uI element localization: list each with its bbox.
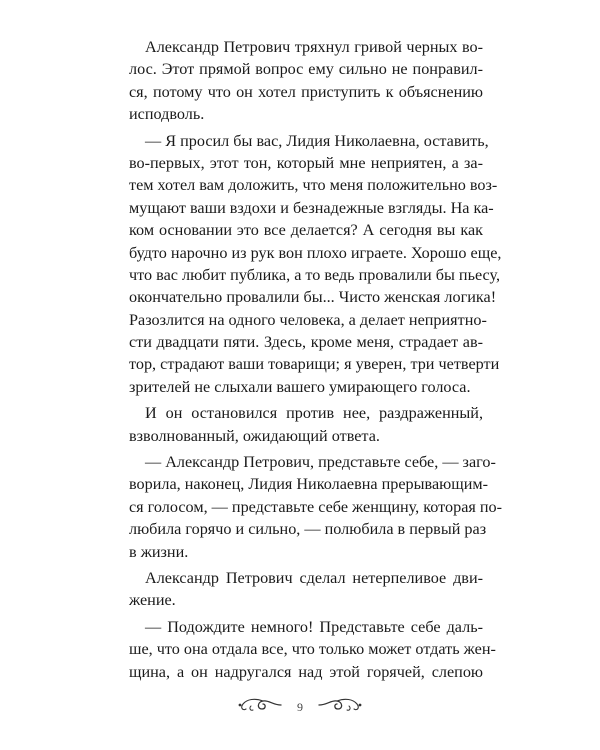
text-line: во-первых, этот тон, который мне неприятен, а за- xyxy=(129,153,483,172)
text-line: тем хотел вам доложить, что меня положительно воз- xyxy=(129,176,498,195)
text-line: Разозлится на одного человека, а делает неприятно- xyxy=(129,310,487,329)
flourish-left-icon xyxy=(237,696,283,719)
text-line: любила горячо и сильно, — полюбила в первый раз xyxy=(129,520,487,539)
text-line: Александр Петрович тряхнул гривой черных во- xyxy=(145,38,483,56)
text-line: сти двадцати пяти. Здесь, кроме меня, страдает ав- xyxy=(129,333,483,352)
text-line: лос. Этот прямой вопрос ему сильно не понравил- xyxy=(129,60,483,79)
text-line: исподволь. xyxy=(129,105,205,124)
paragraph xyxy=(129,36,483,126)
text-line: — Александр Петрович, представьте себе, — заго- xyxy=(145,453,496,472)
text-line: — Подождите немного! Представьте себе даль- xyxy=(145,617,483,636)
text-line: будто нарочно из рук вон плохо играете. Хорошо еще, xyxy=(129,243,502,262)
page-footer xyxy=(0,692,600,722)
paragraph xyxy=(129,130,502,399)
text-line: что вас любит публика, а то ведь провалили бы пьесу, xyxy=(129,265,501,284)
paragraph xyxy=(129,567,483,612)
text-line: зрителей не слыхали вашего умирающего голоса. xyxy=(129,377,471,396)
text-line: взволнованный, ожидающий ответа. xyxy=(129,426,380,445)
text-line: жение. xyxy=(129,591,176,610)
paragraph xyxy=(129,616,496,683)
body-text xyxy=(129,36,503,687)
paragraph xyxy=(129,451,503,563)
text-line: щина, а он надругался над этой горячей, слепою xyxy=(129,662,483,681)
flourish-right-icon xyxy=(317,696,363,719)
text-line: тор, страдают ваши товарищи; я уверен, три четверти xyxy=(129,355,500,374)
text-line: ся голосом, — представьте себе женщину, которая по- xyxy=(129,497,503,516)
text-line: — Я просил бы вас, Лидия Николаевна, оставить, xyxy=(145,131,489,150)
text-line: ворила, наконец, Лидия Николаевна прерывающим- xyxy=(129,475,489,494)
text-line: ком основании это все делается? А сегодня вы как xyxy=(129,221,483,240)
text-line: ся, потому что он хотел приступить к объяснению xyxy=(129,82,483,101)
text-line: в жизни. xyxy=(129,542,189,561)
text-line: мущают ваши вздохи и безнадежные взгляды. На ка- xyxy=(129,198,494,217)
text-line: окончательно провалили бы... Чисто женская логика! xyxy=(129,288,497,307)
page-number: 9 xyxy=(297,700,303,714)
text-line: И он остановился против нее, раздраженный, xyxy=(145,404,483,423)
text-line: ше, что она отдала все, что только может отдать жен- xyxy=(129,640,496,659)
paragraph xyxy=(129,402,483,447)
text-line: Александр Петрович сделал нетерпеливое дви- xyxy=(145,568,483,587)
